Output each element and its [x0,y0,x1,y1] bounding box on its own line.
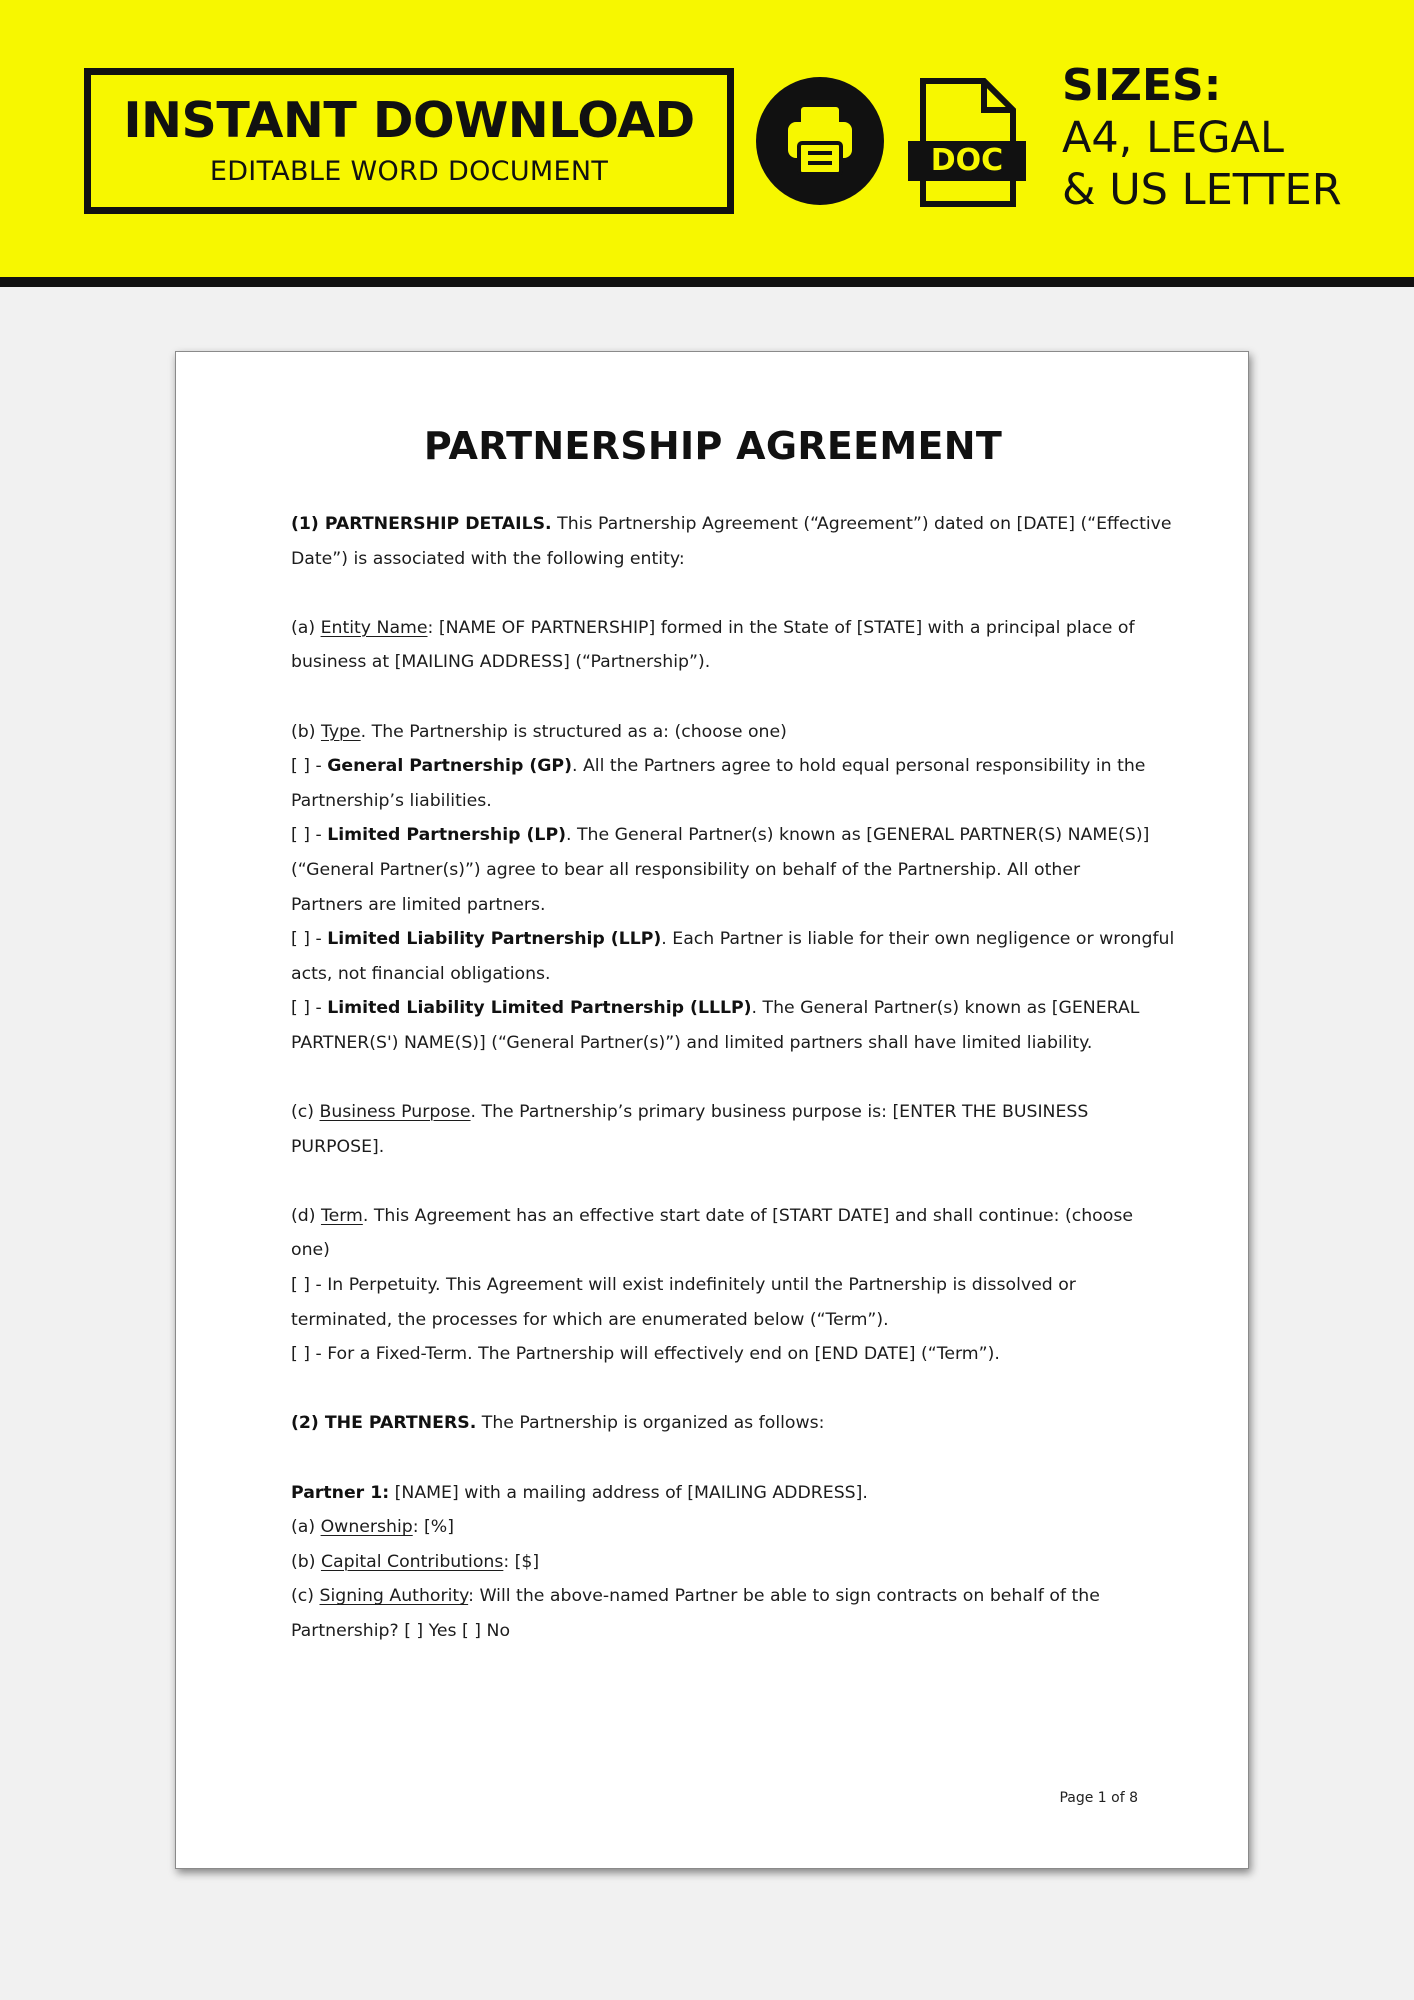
type-label: Type [320,721,361,742]
term-line-1: (d) Term. This Agreement has an effective start date of [START DATE] and shall continue: (choose [291,1205,1133,1226]
option-lllp-line-1: [ ] - Limited Liability Limited Partnership (LLLP). The General Partner(s) known as [GENERAL [291,998,1140,1019]
option-lllp-line-2: PARTNER(S') NAME(S)] (“General Partner(s)”) and limited partners shall have limited liability. [291,1032,1093,1053]
partner-1-ownership: (a) Ownership: [%] [291,1517,454,1538]
banner-divider [0,277,1414,287]
section-1-heading: (1) PARTNERSHIP DETAILS. [291,514,552,534]
document-body [291,507,1175,1649]
option-fixed-term: [ ] - For a Fixed-Term. The Partnership will effectively end on [END DATE] (“Term”). [291,1344,1000,1365]
option-gp-line-1: [ ] - General Partnership (GP). All the Partners agree to hold equal personal responsibility in the [291,756,1146,777]
page-number: Page 1 of 8 [1059,1790,1138,1806]
checkbox-lllp: [ ] - [291,998,328,1019]
business-purpose-line-1: (c) Business Purpose. The Partnership’s primary business purpose is: [ENTER THE BUSINESS [291,1102,1089,1123]
partner-1-capital: (b) Capital Contributions: [$] [291,1551,540,1572]
instant-download-box [84,68,734,214]
document-title: PARTNERSHIP AGREEMENT [423,424,1003,468]
entity-name-label: Entity Name [320,617,428,638]
section-2-line: (2) THE PARTNERS. The Partnership is organized as follows: [291,1413,825,1434]
option-perpetuity-line-1: [ ] - In Perpetuity. This Agreement will exist indefinitely until the Partnership is dissolved or [291,1275,1076,1296]
document-page [175,351,1249,1869]
sizes-info [1062,60,1342,216]
checkbox-lp: [ ] - [291,825,328,846]
doc-label: DOC [930,143,1004,178]
sizes-line-2: & US LETTER [1062,165,1342,215]
editable-word-subtitle: EDITABLE WORD DOCUMENT [209,156,609,188]
term-line-2: one) [291,1240,330,1261]
section-1-line-1: (1) PARTNERSHIP DETAILS. This Partnership Agreement (“Agreement”) dated on [DATE] (“Effective [291,514,1172,534]
type-line: (b) Type. The Partnership is structured as a: (choose one) [291,721,787,742]
sizes-line-1: A4, LEGAL [1062,113,1284,163]
option-lp-line-3: Partners are limited partners. [291,894,546,915]
partner-1-signing-line-2: Partnership? [ ] Yes [ ] No [291,1621,511,1641]
option-lp-line-2: (“General Partner(s)”) agree to bear all responsibility on behalf of the Partnership. All other [291,859,1081,880]
option-gp-line-2: Partnership’s liabilities. [291,790,492,811]
business-purpose-line-2: PURPOSE]. [291,1136,385,1157]
business-purpose-label: Business Purpose [319,1102,471,1123]
partner-1-line: Partner 1: [NAME] with a mailing address of [MAILING ADDRESS]. [291,1482,868,1503]
entity-name-line-2: business at [MAILING ADDRESS] (“Partnership”). [291,652,711,673]
option-lp-line-1: [ ] - Limited Partnership (LP). The General Partner(s) known as [GENERAL PARTNER(S) NAME(S)] [291,825,1150,846]
partner-1-signing-line-1: (c) Signing Authority: Will the above-named Partner be able to sign contracts on behalf of the [291,1586,1100,1607]
checkbox-gp: [ ] - [291,756,328,777]
section-2-heading: (2) THE PARTNERS. [291,1413,477,1434]
partner-1-label: Partner 1: [291,1482,390,1503]
section-1-line-2: Date”) is associated with the following entity: [291,548,685,569]
printer-icon [756,77,884,205]
promo-banner [0,0,1414,277]
checkbox-llp: [ ] - [291,929,328,950]
instant-download-title: INSTANT DOWNLOAD [123,91,695,149]
option-llp-line-1: [ ] - Limited Liability Partnership (LLP). Each Partner is liable for their own negligence or wrongful [291,929,1175,950]
option-llp-line-2: acts, not financial obligations. [291,963,551,984]
sizes-title: SIZES: [1062,60,1222,111]
option-perpetuity-line-2: terminated, the processes for which are enumerated below (“Term”). [291,1309,889,1330]
term-label: Term [320,1205,363,1226]
entity-name-line-1: (a) Entity Name: [NAME OF PARTNERSHIP] formed in the State of [STATE] with a principal place of [291,617,1135,638]
